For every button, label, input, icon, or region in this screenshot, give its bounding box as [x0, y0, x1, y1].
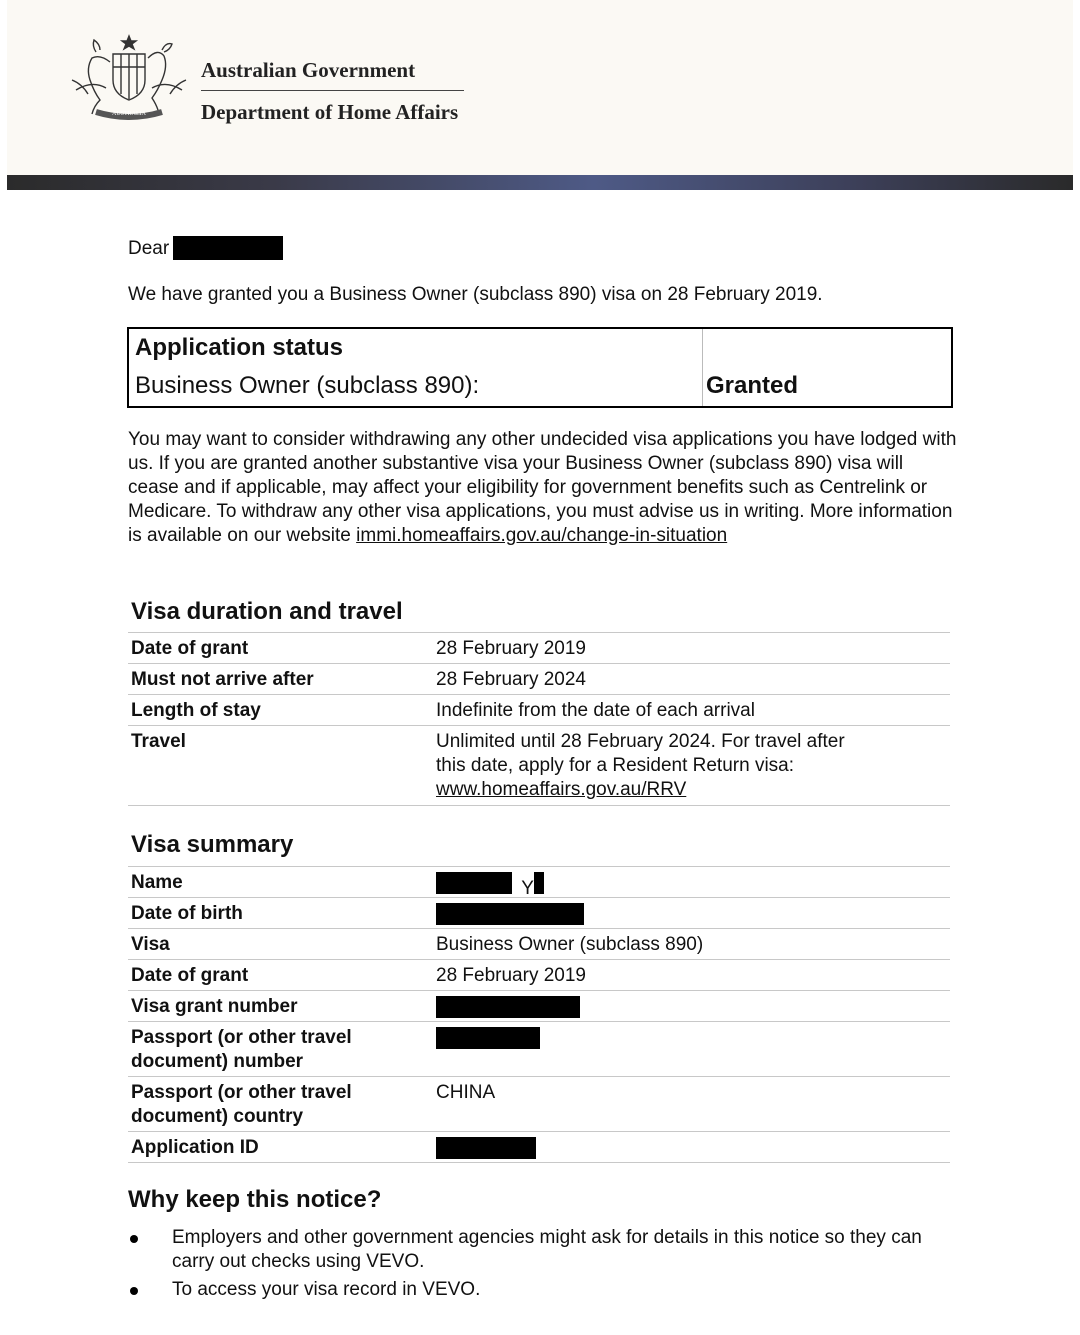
table-row: [128, 1077, 950, 1132]
table-row: [128, 695, 950, 726]
redaction-block: [436, 1137, 536, 1159]
application-status-box: [127, 327, 953, 408]
row-value: [436, 871, 936, 901]
table-row: [128, 726, 950, 806]
table-row: [128, 1132, 950, 1163]
table-row: [128, 960, 950, 991]
visa-summary-table: [128, 866, 950, 1163]
status-value: Granted: [706, 372, 799, 399]
list-item: [128, 1278, 958, 1302]
visa-duration-table: [128, 632, 950, 806]
row-value: [436, 730, 876, 802]
table-row: [128, 633, 950, 664]
status-divider: [702, 329, 703, 406]
redaction-block: [436, 903, 584, 925]
row-value: [436, 1136, 936, 1166]
visa-duration-title: Visa duration and travel: [131, 598, 403, 625]
table-row: [128, 1022, 950, 1077]
table-row: [128, 991, 950, 1022]
redaction-block: [436, 1027, 540, 1049]
row-value: [436, 902, 936, 932]
visa-summary-title: Visa summary: [131, 831, 294, 858]
row-label: Must not arrive after: [131, 669, 314, 690]
notice-text: You may want to consider withdrawing any other undecided visa applications you have lodged with us. If you are granted another substantive visa your Business Owner (subclass 890) visa will cease and if applicable, may affect your eligibility for government benefits such as Centrelink or Medicare. To withdraw any other visa applications, you must advise us in writing. More information is available on our website: [128, 429, 957, 546]
change-in-situation-link[interactable]: immi.homeaffairs.gov.au/change-in-situation: [356, 525, 728, 546]
row-value: CHINA: [436, 1082, 496, 1103]
row-label: Visa: [131, 934, 170, 955]
row-label: Travel: [131, 731, 186, 752]
row-label: Date of grant: [131, 638, 249, 659]
bullet-text: Employers and other government agencies might ask for details in this notice so they can carry out checks using VEVO.: [172, 1227, 922, 1272]
row-label: Length of stay: [131, 700, 261, 721]
keep-notice-list: [128, 1226, 958, 1306]
department-name: Department of Home Affairs: [201, 100, 459, 124]
name-initial: Y: [521, 878, 534, 899]
row-label: Application ID: [131, 1137, 259, 1158]
redaction-block: [436, 996, 580, 1018]
row-label: Date of grant: [131, 965, 249, 986]
salutation: [128, 236, 283, 261]
row-label: Visa grant number: [131, 996, 298, 1017]
rrv-link[interactable]: www.homeaffairs.gov.au/RRV: [436, 779, 687, 800]
grant-sentence: We have granted you a Business Owner (subclass 890) visa on 28 February 2019.: [128, 284, 823, 305]
letterhead-divider: [201, 90, 464, 91]
row-value: 28 February 2024: [436, 669, 586, 690]
table-row: [128, 664, 950, 695]
salutation-text: Dear: [128, 238, 170, 259]
row-value: Business Owner (subclass 890): [436, 934, 704, 955]
withdrawal-notice: [128, 428, 958, 548]
row-value: [436, 1026, 936, 1056]
travel-text: Unlimited until 28 February 2024. For travel after this date, apply for a Resident Return visa:: [436, 731, 845, 776]
header-gradient-bar: [7, 175, 1073, 190]
svg-text:AUSTRALIA: AUSTRALIA: [112, 111, 146, 117]
table-row: [128, 898, 950, 929]
government-name: Australian Government: [201, 58, 416, 82]
row-label: Passport (or other travel document) country: [131, 1082, 352, 1127]
list-item: [128, 1226, 958, 1274]
bullet-icon: [130, 1287, 138, 1295]
bullet-icon: [130, 1235, 138, 1243]
redaction-block: [173, 236, 283, 260]
row-label: Date of birth: [131, 903, 243, 924]
redaction-block: [534, 872, 544, 894]
bullet-text: To access your visa record in VEVO.: [172, 1279, 481, 1300]
row-value: Indefinite from the date of each arrival: [436, 700, 755, 721]
table-row: [128, 929, 950, 960]
row-label: Passport (or other travel document) number: [131, 1027, 352, 1072]
row-value: 28 February 2019: [436, 638, 586, 659]
table-row: [128, 867, 950, 898]
row-label: Name: [131, 872, 183, 893]
redaction-block: [436, 872, 512, 894]
status-visa-label: Business Owner (subclass 890):: [135, 372, 480, 399]
coat-of-arms-logo: [66, 32, 192, 126]
row-value: 28 February 2019: [436, 965, 586, 986]
keep-notice-title: Why keep this notice?: [128, 1186, 382, 1213]
row-value: [436, 995, 936, 1025]
application-status-title: Application status: [135, 334, 344, 361]
